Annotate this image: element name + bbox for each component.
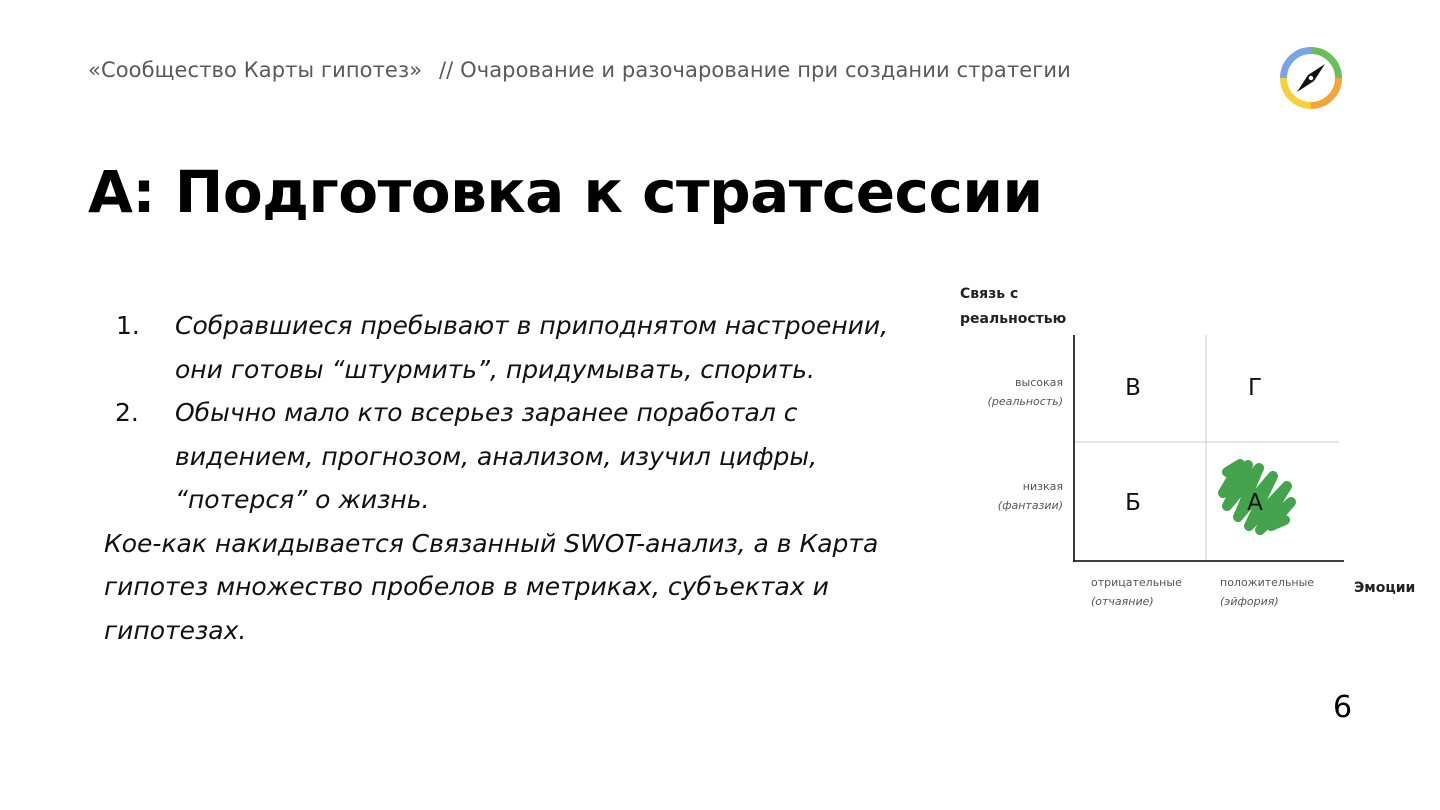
quadrant-label-bottom-left: Б bbox=[1125, 490, 1141, 516]
list-item-text: Обычно мало кто всерьез заранее поработал с видением, прогнозом, анализом, изучил цифры, “потерся” о жизнь. bbox=[175, 398, 818, 514]
list-item-number: 2. bbox=[115, 398, 139, 427]
x-positive-label: положительные bbox=[1220, 576, 1315, 589]
y-low-label: низкая bbox=[1022, 480, 1063, 493]
y-high-label: высокая bbox=[1015, 376, 1063, 389]
list-item-number: 1. bbox=[116, 311, 140, 340]
y-high-sublabel: (реальность) bbox=[987, 395, 1063, 408]
y-axis-title-line2: реальностью bbox=[960, 311, 1067, 327]
summary-paragraph: Кое-как накидывается Связанный SWOT-анализ, а в Карта гипотез множество пробелов в метриках, субъектах и гипотезах. bbox=[104, 528, 879, 645]
quadrant-label-top-left: В bbox=[1125, 375, 1141, 401]
numbered-list bbox=[104, 304, 904, 522]
x-axis-title: Эмоции bbox=[1354, 580, 1416, 596]
emotion-reality-matrix bbox=[955, 280, 1425, 620]
compass-icon bbox=[1278, 45, 1344, 111]
list-item-text: Собравшиеся пребывают в приподнятом настроении, они готовы “штурмить”, придумывать, спорить. bbox=[175, 311, 889, 384]
page-number: 6 bbox=[1333, 690, 1353, 725]
community-name: «Сообщество Карты гипотез» bbox=[88, 58, 423, 82]
x-positive-sublabel: (эйфория) bbox=[1220, 595, 1279, 608]
list-item bbox=[104, 304, 904, 391]
x-negative-label: отрицательные bbox=[1091, 576, 1182, 589]
slide-header bbox=[88, 58, 1071, 82]
y-axis-title-line1: Связь с bbox=[960, 286, 1019, 302]
y-low-sublabel: (фантазии) bbox=[997, 499, 1063, 512]
quadrant-label-top-right: Г bbox=[1247, 375, 1263, 401]
slide-topic: // Очарование и разочарование при создании стратегии bbox=[438, 58, 1071, 82]
slide-title: А: Подготовка к стратсессии bbox=[88, 158, 1043, 226]
list-item bbox=[104, 391, 904, 522]
x-negative-sublabel: (отчаяние) bbox=[1091, 595, 1154, 608]
quadrant-label-bottom-right: А bbox=[1247, 490, 1263, 516]
slide-content bbox=[104, 304, 904, 652]
